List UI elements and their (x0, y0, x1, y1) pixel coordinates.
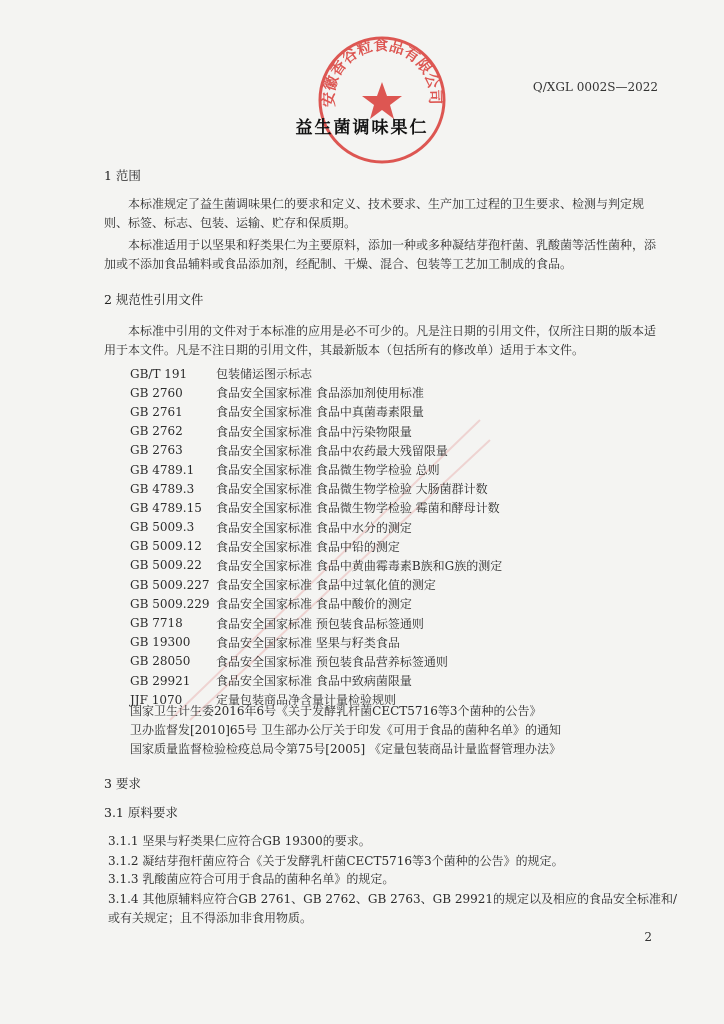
page-number: 2 (644, 930, 652, 944)
reference-code: GB 5009.12 (130, 539, 202, 554)
reference-row (130, 575, 670, 594)
reference-row (130, 652, 670, 671)
extra-reference-1: 国家卫生计生委2016年6号《关于发酵乳杆菌CECT5716等3个菌种的公告》 (130, 704, 542, 718)
standard-code: Q/XGL 0002S—2022 (532, 80, 658, 94)
reference-code: GB/T 191 (130, 366, 188, 381)
reference-title: 食品安全国家标准 坚果与籽类食品 (216, 635, 400, 650)
reference-row (130, 479, 670, 498)
reference-code: JJF 1070 (130, 692, 183, 707)
reference-title: 食品安全国家标准 食品中酸价的测定 (216, 597, 412, 612)
reference-title: 食品安全国家标准 食品中致病菌限量 (216, 674, 412, 689)
section-2-intro-text: 本标准中引用的文件对于本标准的应用是必不可少的。凡是注日期的引用文件，仅所注日期的版本适用于本文件。凡是不注日期的引用文件，其最新版本（包括所有的修改单）适用于本文件。 (104, 324, 657, 357)
reference-row (130, 498, 670, 517)
reference-row (130, 556, 670, 575)
reference-row (130, 518, 670, 537)
reference-row (130, 383, 670, 402)
section-1-heading: 1 范围 (104, 168, 141, 183)
reference-code: GB 5009.229 (130, 596, 210, 611)
reference-title: 食品安全国家标准 食品中黄曲霉毒素B族和G族的测定 (216, 558, 503, 573)
section-1-paragraph-1 (104, 195, 664, 233)
reference-title: 食品安全国家标准 预包装食品标签通则 (216, 616, 424, 631)
reference-title: 食品安全国家标准 食品中农药最大残留限量 (216, 443, 448, 458)
reference-code: GB 7718 (130, 616, 183, 631)
reference-row (130, 402, 670, 421)
reference-code: GB 5009.22 (130, 558, 202, 573)
section-3-heading: 3 要求 (104, 776, 141, 791)
reference-title: 食品安全国家标准 食品中水分的测定 (216, 520, 412, 535)
reference-code: GB 4789.3 (130, 481, 195, 496)
reference-code: GB 2761 (130, 404, 183, 419)
document-title: 益生菌调味果仁 (295, 118, 429, 138)
reference-code: GB 4789.15 (130, 500, 202, 515)
requirement-item-continued: 或有关规定；且不得添加非食用物质。 (108, 911, 313, 925)
reference-title: 食品安全国家标准 食品微生物学检验 大肠菌群计数 (216, 482, 488, 497)
svg-text:安徽香谷粒食品有限公司: 安徽香谷粒食品有限公司 (319, 36, 445, 108)
reference-title: 包装储运图示标志 (216, 367, 313, 382)
reference-title: 食品安全国家标准 食品中污染物限量 (216, 424, 412, 439)
reference-title: 定量包装商品净含量计量检验规则 (216, 693, 397, 708)
reference-code: GB 5009.3 (130, 520, 195, 535)
reference-title: 食品安全国家标准 食品中真菌毒素限量 (216, 405, 424, 420)
reference-row (130, 460, 670, 479)
requirement-item: 3.1.3 乳酸菌应符合可用于食品的菌种名单》的规定。 (108, 872, 395, 886)
requirement-item: 3.1.2 凝结芽孢杆菌应符合《关于发酵乳杆菌CECT5716等3个菌种的公告》的规定。 (108, 854, 564, 868)
reference-row (130, 633, 670, 652)
reference-code: GB 5009.227 (130, 577, 210, 592)
section-1-paragraph-2 (104, 236, 664, 274)
reference-code: GB 19300 (130, 635, 191, 650)
requirement-item: 3.1.1 坚果与籽类果仁应符合GB 19300的要求。 (108, 834, 371, 848)
reference-row (130, 594, 670, 613)
requirement-item: 3.1.4 其他原辅料应符合GB 2761、GB 2762、GB 2763、GB 29921的规定以及相应的食品安全标准和/ (108, 892, 678, 906)
reference-list (130, 364, 670, 709)
reference-title: 食品安全国家标准 食品微生物学检验 总则 (216, 463, 440, 478)
reference-code: GB 4789.1 (130, 462, 195, 477)
section-1-p1-text: 本标准规定了益生菌调味果仁的要求和定义、技术要求、生产加工过程的卫生要求、检测与判定规则、标签、标志、包装、运输、贮存和保质期。 (104, 197, 645, 230)
reference-row (130, 613, 670, 632)
section-2-intro (104, 322, 664, 360)
section-1-p2-text: 本标准适用于以坚果和籽类果仁为主要原料，添加一种或多种凝结芽孢杆菌、乳酸菌等活性菌种，添加或不添加食品辅料或食品添加剂，经配制、干燥、混合、包装等工艺加工制成的食品。 (104, 238, 657, 271)
reference-row (130, 537, 670, 556)
section-3-1-heading: 3.1 原料要求 (104, 805, 178, 820)
reference-title: 食品安全国家标准 食品中铅的测定 (216, 539, 400, 554)
reference-row (130, 422, 670, 441)
reference-title: 食品安全国家标准 食品微生物学检验 霉菌和酵母计数 (216, 501, 500, 516)
reference-title: 食品安全国家标准 预包装食品营养标签通则 (216, 654, 448, 669)
reference-code: GB 29921 (130, 673, 191, 688)
reference-code: GB 2763 (130, 443, 183, 458)
reference-row (130, 671, 670, 690)
company-seal-icon (316, 34, 448, 166)
section-2-heading: 2 规范性引用文件 (104, 292, 204, 307)
reference-title: 食品安全国家标准 食品添加剂使用标准 (216, 386, 424, 401)
extra-reference-3: 国家质量监督检验检疫总局令第75号[2005] 《定量包装商品计量监督管理办法》 (130, 742, 561, 756)
reference-row (130, 364, 670, 383)
reference-code: GB 28050 (130, 654, 191, 669)
reference-row (130, 441, 670, 460)
reference-code: GB 2760 (130, 385, 183, 400)
reference-title: 食品安全国家标准 食品中过氧化值的测定 (216, 578, 436, 593)
extra-reference-2: 卫办监督发[2010]65号 卫生部办公厅关于印发《可用于食品的菌种名单》的通知 (130, 723, 561, 737)
reference-code: GB 2762 (130, 424, 183, 439)
